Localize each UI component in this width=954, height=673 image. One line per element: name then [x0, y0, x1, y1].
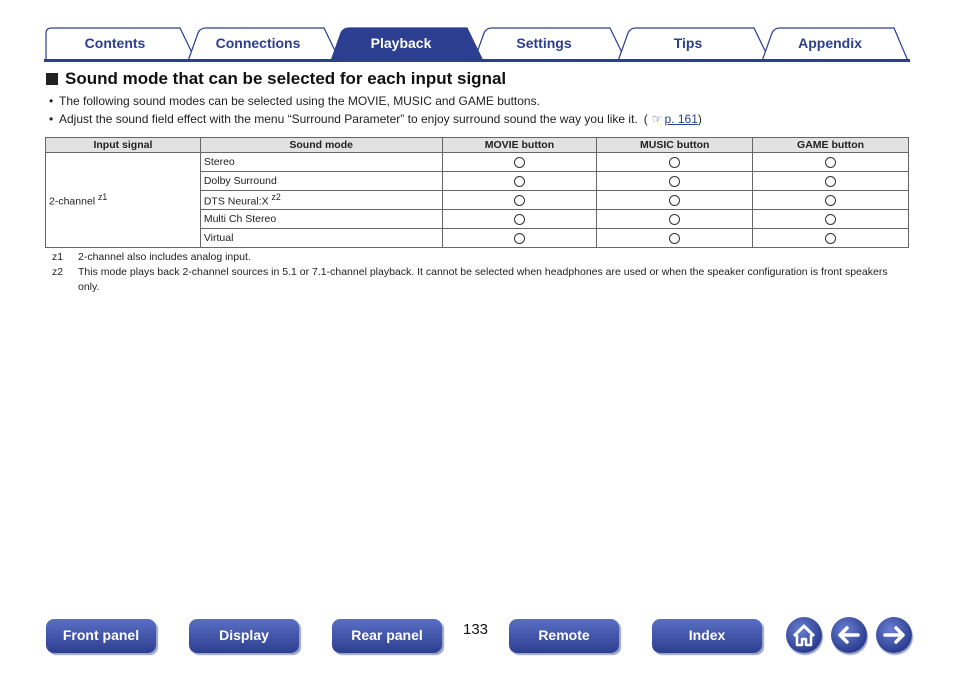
remote-button[interactable]: Remote — [509, 619, 619, 653]
index-button[interactable]: Index — [652, 619, 762, 653]
music-available — [597, 210, 753, 229]
home-icon — [786, 617, 822, 653]
page-link[interactable]: p. 161 — [664, 112, 698, 126]
available-circle-icon — [514, 214, 525, 225]
forward-button[interactable] — [876, 617, 912, 653]
music-available — [597, 172, 753, 191]
input-signal-cell — [46, 153, 201, 248]
game-available — [753, 210, 909, 229]
music-available — [597, 191, 753, 210]
music-available — [597, 153, 753, 172]
available-circle-icon — [514, 157, 525, 168]
sound-mode-cell: Dolby Surround — [200, 172, 442, 191]
available-circle-icon — [825, 176, 836, 187]
movie-available — [442, 153, 597, 172]
movie-available — [442, 210, 597, 229]
available-circle-icon — [669, 195, 680, 206]
bullet-text: The following sound modes can be selected using the MOVIE, MUSIC and GAME buttons. — [59, 94, 540, 108]
header-music-button: MUSIC button — [597, 138, 753, 153]
paren-open: ( — [643, 112, 648, 126]
available-circle-icon — [514, 233, 525, 244]
available-circle-icon — [669, 214, 680, 225]
footnote-item — [52, 265, 902, 295]
arrow-left-icon — [831, 617, 867, 653]
sound-mode-table — [45, 137, 909, 248]
header-movie-button: MOVIE button — [442, 138, 597, 153]
display-button[interactable]: Display — [189, 619, 299, 653]
bullet-dot-icon: • — [49, 94, 54, 108]
header-game-button: GAME button — [753, 138, 909, 153]
tab-contents[interactable]: Contents — [84, 35, 146, 51]
music-available — [597, 229, 753, 248]
bullet-list — [49, 93, 702, 129]
game-available — [753, 229, 909, 248]
footnote-text: This mode plays back 2-channel sources in 5.1 or 7.1-channel playback. It cannot be selected when headphones are used or when the speaker configuration is front speakers only. — [78, 266, 888, 293]
tab-settings[interactable]: Settings — [516, 35, 572, 51]
available-circle-icon — [514, 176, 525, 187]
movie-available — [442, 191, 597, 210]
page-title: Sound mode that can be selected for each input signal — [65, 69, 507, 88]
footnote-mark: z1 — [52, 251, 64, 263]
bullet-item — [49, 93, 702, 111]
movie-available — [442, 172, 597, 191]
available-circle-icon — [825, 214, 836, 225]
table-header-row — [46, 138, 909, 153]
footnote-mark: z2 — [52, 266, 64, 278]
available-circle-icon — [825, 157, 836, 168]
movie-available — [442, 229, 597, 248]
footnote-ref: z2 — [271, 192, 281, 203]
bullet-dot-icon: • — [49, 112, 54, 126]
game-available — [753, 153, 909, 172]
tab-appendix[interactable]: Appendix — [798, 35, 862, 51]
available-circle-icon — [825, 195, 836, 206]
sound-mode-cell: Multi Ch Stereo — [200, 210, 442, 229]
pointing-hand-icon: ☞ — [651, 112, 663, 126]
back-button[interactable] — [831, 617, 867, 653]
header-input-signal: Input signal — [46, 138, 201, 153]
section-heading — [46, 68, 506, 90]
game-available — [753, 191, 909, 210]
sound-mode-cell: Stereo — [200, 153, 442, 172]
top-tab-bar — [44, 27, 910, 63]
available-circle-icon — [825, 233, 836, 244]
tab-playback[interactable]: Playback — [370, 35, 432, 51]
tab-connections[interactable]: Connections — [215, 35, 301, 51]
bullet-item — [49, 111, 702, 129]
available-circle-icon — [669, 233, 680, 244]
arrow-right-icon — [876, 617, 912, 653]
tab-underline — [44, 59, 910, 62]
page-number: 133 — [463, 621, 489, 638]
available-circle-icon — [514, 195, 525, 206]
table-row — [46, 153, 909, 172]
paren-close: ) — [697, 112, 702, 126]
available-circle-icon — [669, 157, 680, 168]
game-available — [753, 172, 909, 191]
rear-panel-button[interactable]: Rear panel — [332, 619, 442, 653]
bullet-text: Adjust the sound field effect with the menu “Surround Parameter” to enjoy surround sound the way you like it. — [59, 112, 638, 126]
tab-tips[interactable]: Tips — [673, 35, 703, 51]
input-signal-label: 2-channel — [49, 195, 96, 208]
sound-mode-label: DTS Neural:X — [203, 195, 269, 208]
sound-mode-cell: Virtual — [200, 229, 442, 248]
front-panel-button[interactable]: Front panel — [46, 619, 156, 653]
home-button[interactable] — [786, 617, 822, 653]
footnotes — [52, 250, 902, 295]
footnote-item — [52, 250, 902, 265]
footnote-text: 2-channel also includes analog input. — [78, 251, 251, 263]
footnote-ref: z1 — [98, 192, 108, 203]
sound-mode-cell — [200, 191, 442, 210]
square-bullet-icon — [46, 73, 58, 85]
header-sound-mode: Sound mode — [200, 138, 442, 153]
available-circle-icon — [669, 176, 680, 187]
